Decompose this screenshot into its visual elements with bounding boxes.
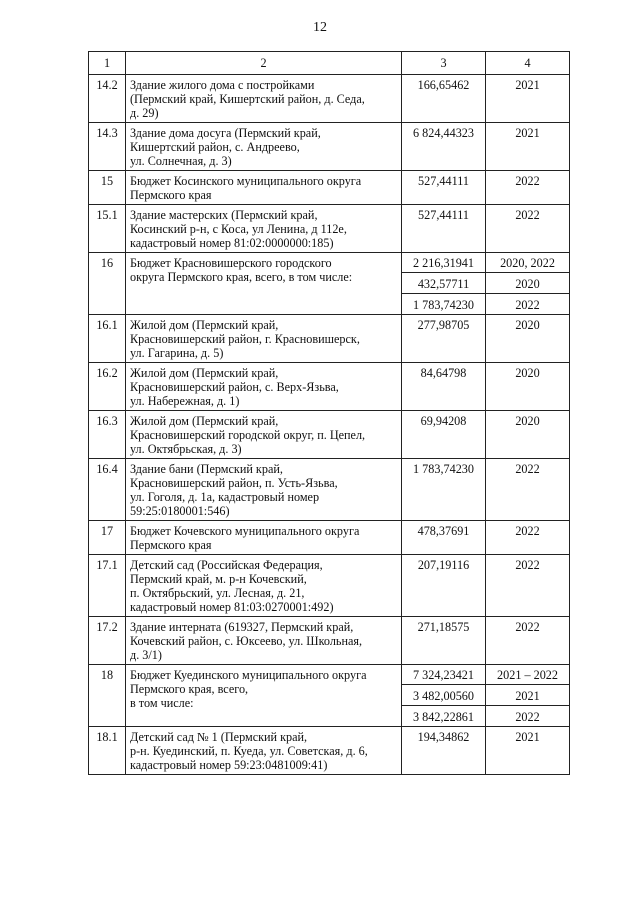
- table-row: [89, 315, 570, 363]
- object-description: [126, 363, 402, 411]
- description-line: Пермского края: [130, 538, 212, 552]
- description-line: 59:25:0180001:546): [130, 504, 230, 518]
- row-number: 16.1: [89, 315, 126, 363]
- year-cell: 2022: [486, 706, 570, 727]
- year-cell: 2021: [486, 123, 570, 171]
- description-line: кадастровый номер 81:03:0270001:492): [130, 600, 334, 614]
- description-line: Красновишерский городской округ, п. Цепел,: [130, 428, 366, 442]
- year-cell: 2021: [486, 685, 570, 706]
- table-row: [89, 253, 570, 273]
- object-description: [126, 727, 402, 775]
- object-description: [126, 555, 402, 617]
- description-line: Здание жилого дома с постройками: [130, 78, 315, 92]
- table-row: [89, 617, 570, 665]
- column-header: 2: [126, 52, 402, 75]
- year-cell: 2022: [486, 294, 570, 315]
- year-cell: 2022: [486, 555, 570, 617]
- description-line: р-н. Куединский, п. Куеда, ул. Советская, д. 6,: [130, 744, 368, 758]
- description-line: Жилой дом (Пермский край,: [130, 366, 279, 380]
- row-number: 16.4: [89, 459, 126, 521]
- object-description: [126, 521, 402, 555]
- year-cell: 2020: [486, 315, 570, 363]
- description-line: Пермского края: [130, 188, 212, 202]
- budget-table: [88, 51, 570, 775]
- amount-cell: 207,19116: [402, 555, 486, 617]
- description-line: (Пермский край, Кишертский район, д. Седа,: [130, 92, 365, 106]
- object-description: [126, 205, 402, 253]
- amount-cell: 527,44111: [402, 171, 486, 205]
- description-line: Косинский р-н, с Коса, ул Ленина, д 112е,: [130, 222, 347, 236]
- object-description: [126, 665, 402, 727]
- description-line: Красновишерский район, г. Красновишерск,: [130, 332, 360, 346]
- amount-cell: 6 824,44323: [402, 123, 486, 171]
- table-row: [89, 411, 570, 459]
- column-header: 1: [89, 52, 126, 75]
- description-line: п. Октябрьский, ул. Лесная, д. 21,: [130, 586, 305, 600]
- description-line: Здание бани (Пермский край,: [130, 462, 283, 476]
- description-line: Бюджет Кочевского муниципального округа: [130, 524, 360, 538]
- row-number: 14.2: [89, 75, 126, 123]
- year-cell: 2021 – 2022: [486, 665, 570, 685]
- column-header: 3: [402, 52, 486, 75]
- year-cell: 2021: [486, 75, 570, 123]
- year-cell: 2022: [486, 171, 570, 205]
- amount-cell: 432,57711: [402, 273, 486, 294]
- description-line: д. 3/1): [130, 648, 162, 662]
- amount-cell: 2 216,31941: [402, 253, 486, 273]
- row-number: 17: [89, 521, 126, 555]
- description-line: Жилой дом (Пермский край,: [130, 318, 279, 332]
- object-description: [126, 75, 402, 123]
- year-cell: 2020: [486, 363, 570, 411]
- description-line: Бюджет Куединского муниципального округа: [130, 668, 367, 682]
- amount-cell: 194,34862: [402, 727, 486, 775]
- description-line: Жилой дом (Пермский край,: [130, 414, 279, 428]
- object-description: [126, 411, 402, 459]
- amount-cell: 3 842,22861: [402, 706, 486, 727]
- description-line: Пермского края, всего,: [130, 682, 249, 696]
- object-description: [126, 617, 402, 665]
- description-line: ул. Гоголя, д. 1а, кадастровый номер: [130, 490, 320, 504]
- table-row: [89, 205, 570, 253]
- description-line: ул. Гагарина, д. 5): [130, 346, 224, 360]
- amount-cell: 7 324,23421: [402, 665, 486, 685]
- table-row: [89, 521, 570, 555]
- column-header: 4: [486, 52, 570, 75]
- amount-cell: 478,37691: [402, 521, 486, 555]
- amount-cell: 69,94208: [402, 411, 486, 459]
- description-line: Здание интерната (619327, Пермский край,: [130, 620, 354, 634]
- row-number: 14.3: [89, 123, 126, 171]
- object-description: [126, 459, 402, 521]
- description-line: д. 29): [130, 106, 159, 120]
- year-cell: 2020, 2022: [486, 253, 570, 273]
- table-row: [89, 459, 570, 521]
- description-line: Детский сад (Российская Федерация,: [130, 558, 323, 572]
- row-number: 15: [89, 171, 126, 205]
- amount-cell: 1 783,74230: [402, 294, 486, 315]
- description-line: кадастровый номер 59:23:0481009:41): [130, 758, 328, 772]
- year-cell: 2020: [486, 411, 570, 459]
- amount-cell: 166,65462: [402, 75, 486, 123]
- description-line: Красновишерский район, п. Усть-Язьва,: [130, 476, 338, 490]
- row-number: 15.1: [89, 205, 126, 253]
- amount-cell: 1 783,74230: [402, 459, 486, 521]
- year-cell: 2022: [486, 205, 570, 253]
- object-description: [126, 123, 402, 171]
- description-line: в том числе:: [130, 696, 194, 710]
- amount-cell: 277,98705: [402, 315, 486, 363]
- description-line: Бюджет Красновишерского городского: [130, 256, 332, 270]
- description-line: ул. Солнечная, д. 3): [130, 154, 232, 168]
- row-number: 16.2: [89, 363, 126, 411]
- year-cell: 2020: [486, 273, 570, 294]
- description-line: Красновишерский район, с. Верх-Язьва,: [130, 380, 339, 394]
- row-number: 17.1: [89, 555, 126, 617]
- description-line: кадастровый номер 81:02:0000000:185): [130, 236, 334, 250]
- row-number: 16.3: [89, 411, 126, 459]
- table-row: [89, 555, 570, 617]
- description-line: ул. Набережная, д. 1): [130, 394, 240, 408]
- description-line: Пермский край, м. р-н Кочевский,: [130, 572, 307, 586]
- year-cell: 2022: [486, 617, 570, 665]
- table-row: [89, 75, 570, 123]
- year-cell: 2022: [486, 459, 570, 521]
- object-description: [126, 253, 402, 315]
- row-number: 17.2: [89, 617, 126, 665]
- description-line: Здание дома досуга (Пермский край,: [130, 126, 321, 140]
- row-number: 16: [89, 253, 126, 315]
- description-line: Здание мастерских (Пермский край,: [130, 208, 318, 222]
- page-number: 12: [313, 20, 327, 35]
- row-number: 18.1: [89, 727, 126, 775]
- description-line: ул. Октябрьская, д. 3): [130, 442, 242, 456]
- description-line: Кишертский район, с. Андреево,: [130, 140, 300, 154]
- row-number: 18: [89, 665, 126, 727]
- table-row: [89, 665, 570, 685]
- object-description: [126, 171, 402, 205]
- table-row: [89, 363, 570, 411]
- object-description: [126, 315, 402, 363]
- table-row: [89, 123, 570, 171]
- table-row: [89, 171, 570, 205]
- year-cell: 2021: [486, 727, 570, 775]
- amount-cell: 527,44111: [402, 205, 486, 253]
- amount-cell: 84,64798: [402, 363, 486, 411]
- table-row: [89, 727, 570, 775]
- description-line: Детский сад № 1 (Пермский край,: [130, 730, 308, 744]
- amount-cell: 271,18575: [402, 617, 486, 665]
- description-line: Бюджет Косинского муниципального округа: [130, 174, 362, 188]
- table-header-row: [89, 52, 570, 75]
- year-cell: 2022: [486, 521, 570, 555]
- description-line: Кочевский район, с. Юксеево, ул. Школьная,: [130, 634, 363, 648]
- description-line: округа Пермского края, всего, в том числе:: [130, 270, 353, 284]
- amount-cell: 3 482,00560: [402, 685, 486, 706]
